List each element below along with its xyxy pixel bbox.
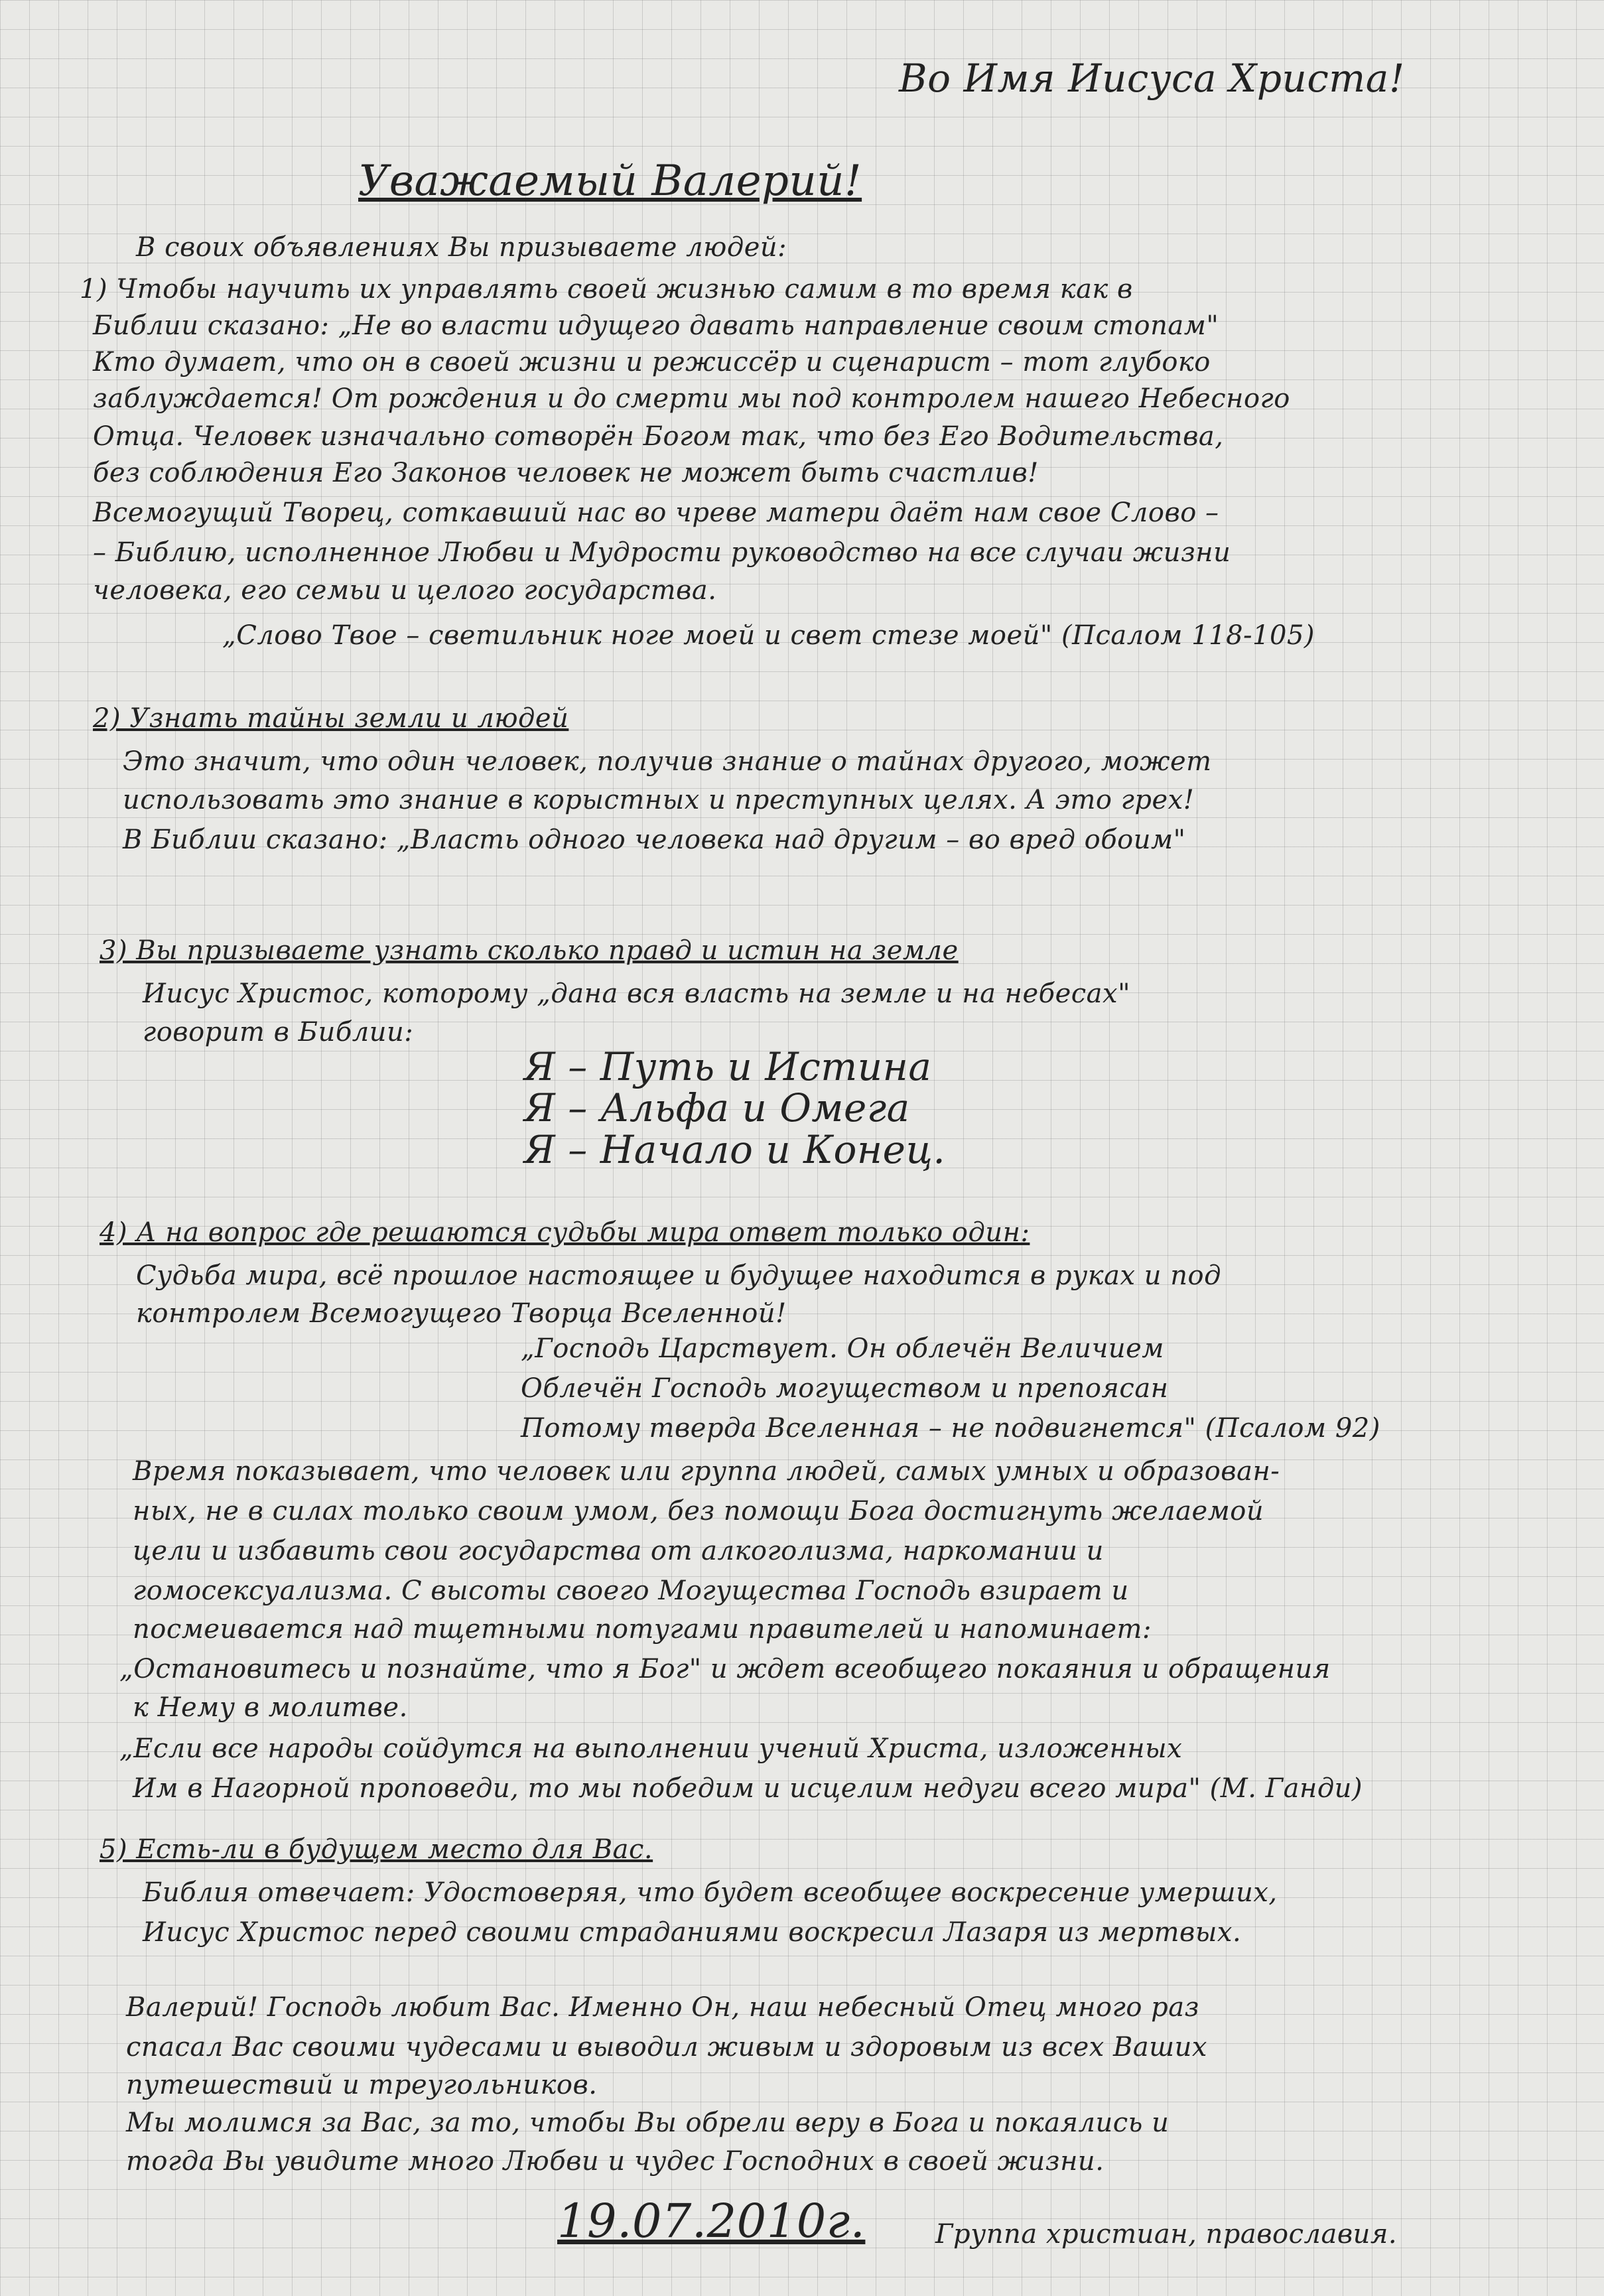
s1-line: заблуждается! От рождения и до смерти мы под контролем нашего Небесного: [93, 383, 1290, 414]
s3-list-item: Я – Начало и Конец.: [524, 1127, 946, 1172]
letter-header: Во Имя Иисуса Христа!: [899, 56, 1405, 101]
s1-line: человека, его семьи и целого государства.: [93, 575, 717, 606]
s3-heading: 3) Вы призываете узнать сколько правд и истин на земле: [100, 935, 959, 966]
s2-line: В Библии сказано: „Власть одного человека над другим – во вред обоим": [123, 825, 1186, 855]
s1-quote: „Слово Твое – светильник ноге моей и свет стезе моей" (Псалом 118-105): [222, 620, 1315, 651]
s4-quote-line: Потому тверда Вселенная – не подвигнется" (Псалом 92): [521, 1413, 1380, 1444]
s4-line: к Нему в молитве.: [133, 1692, 408, 1723]
s4-line: Время показывает, что человек или группа людей, самых умных и образован-: [133, 1456, 1280, 1487]
s4-line: Им в Нагорной проповеди, то мы победим и исцелим недуги всего мира" (М. Ганди): [133, 1773, 1363, 1804]
s4-quote-line: Облечён Господь могуществом и препоясан: [521, 1373, 1169, 1404]
s3-line: говорит в Библии:: [143, 1017, 414, 1047]
s5-heading: 5) Есть-ли в будущем место для Вас.: [100, 1834, 653, 1865]
s1-line: Кто думает, что он в своей жизни и режиссёр и сценарист – тот глубоко: [93, 347, 1211, 377]
s1-line: Библии сказано: „Не во власти идущего давать направление своим стопам": [93, 310, 1219, 341]
s2-heading: 2) Узнать тайны земли и людей: [93, 703, 569, 734]
letter-date: 19.07.2010г.: [557, 2194, 866, 2248]
s4-line: цели и избавить свои государства от алкоголизма, наркомании и: [133, 1536, 1104, 1566]
closing-line: тогда Вы увидите много Любви и чудес Господних в своей жизни.: [126, 2146, 1104, 2177]
s4-line: „Остановитесь и познайте, что я Бог" и ждет всеобщего покаяния и обращения: [119, 1654, 1331, 1684]
s4-line: ных, не в силах только своим умом, без помощи Бога достигнуть желаемой: [133, 1496, 1264, 1526]
s3-line: Иисус Христос, которому „дана вся власть на земле и на небесах": [143, 979, 1130, 1009]
s4-line: Судьба мира, всё прошлое настоящее и будущее находится в руках и под: [136, 1260, 1221, 1291]
s2-line: использовать это знание в корыстных и преступных целях. А это грех!: [123, 785, 1195, 815]
closing-line: путешествий и треугольников.: [126, 2070, 598, 2100]
s1-line: без соблюдения Его Законов человек не может быть счастлив!: [93, 458, 1039, 488]
s1-line: Отца. Человек изначально сотворён Богом так, что без Его Водительства,: [93, 421, 1224, 452]
closing-line: спасал Вас своими чудесами и выводил живым и здоровым из всех Ваших: [126, 2032, 1207, 2062]
closing-line: Мы молимся за Вас, за то, чтобы Вы обрели веру в Бога и покаялись и: [126, 2108, 1170, 2138]
s4-quote-line: „Господь Царствует. Он облечён Величием: [521, 1333, 1164, 1364]
s4-line: контролем Всемогущего Творца Вселенной!: [136, 1298, 787, 1329]
s4-line: посмеивается над тщетными потугами правителей и напоминает:: [133, 1614, 1152, 1645]
letter-title: Уважаемый Валерий!: [358, 157, 862, 206]
s1-line: Всемогущий Творец, соткавший нас во чреве матери даёт нам свое Слово –: [93, 498, 1219, 528]
s3-list-item: Я – Альфа и Омега: [524, 1085, 910, 1130]
s5-line: Иисус Христос перед своими страданиями воскресил Лазаря из мертвых.: [143, 1917, 1242, 1948]
s5-line: Библия отвечает: Удостоверяя, что будет всеобщее воскресение умерших,: [143, 1877, 1278, 1908]
s4-line: „Если все народы сойдутся на выполнении учений Христа, изложенных: [119, 1733, 1183, 1764]
s1-line: – Библию, исполненное Любви и Мудрости руководство на все случаи жизни: [93, 537, 1231, 568]
s4-line: гомосексуализма. С высоты своего Могущества Господь взирает и: [133, 1576, 1129, 1606]
s3-list-item: Я – Путь и Истина: [524, 1044, 932, 1089]
s1-line: 1) Чтобы научить их управлять своей жизнью самим в то время как в: [80, 274, 1133, 304]
s4-heading: 4) А на вопрос где решаются судьбы мира ответ только один:: [100, 1217, 1030, 1248]
closing-line: Валерий! Господь любит Вас. Именно Он, наш небесный Отец много раз: [126, 1992, 1199, 2023]
letter-signature: Группа христиан, православия.: [935, 2219, 1398, 2250]
s2-line: Это значит, что один человек, получив знание о тайнах другого, может: [123, 746, 1212, 777]
intro-line: В своих объявлениях Вы призываете людей:: [136, 232, 787, 263]
